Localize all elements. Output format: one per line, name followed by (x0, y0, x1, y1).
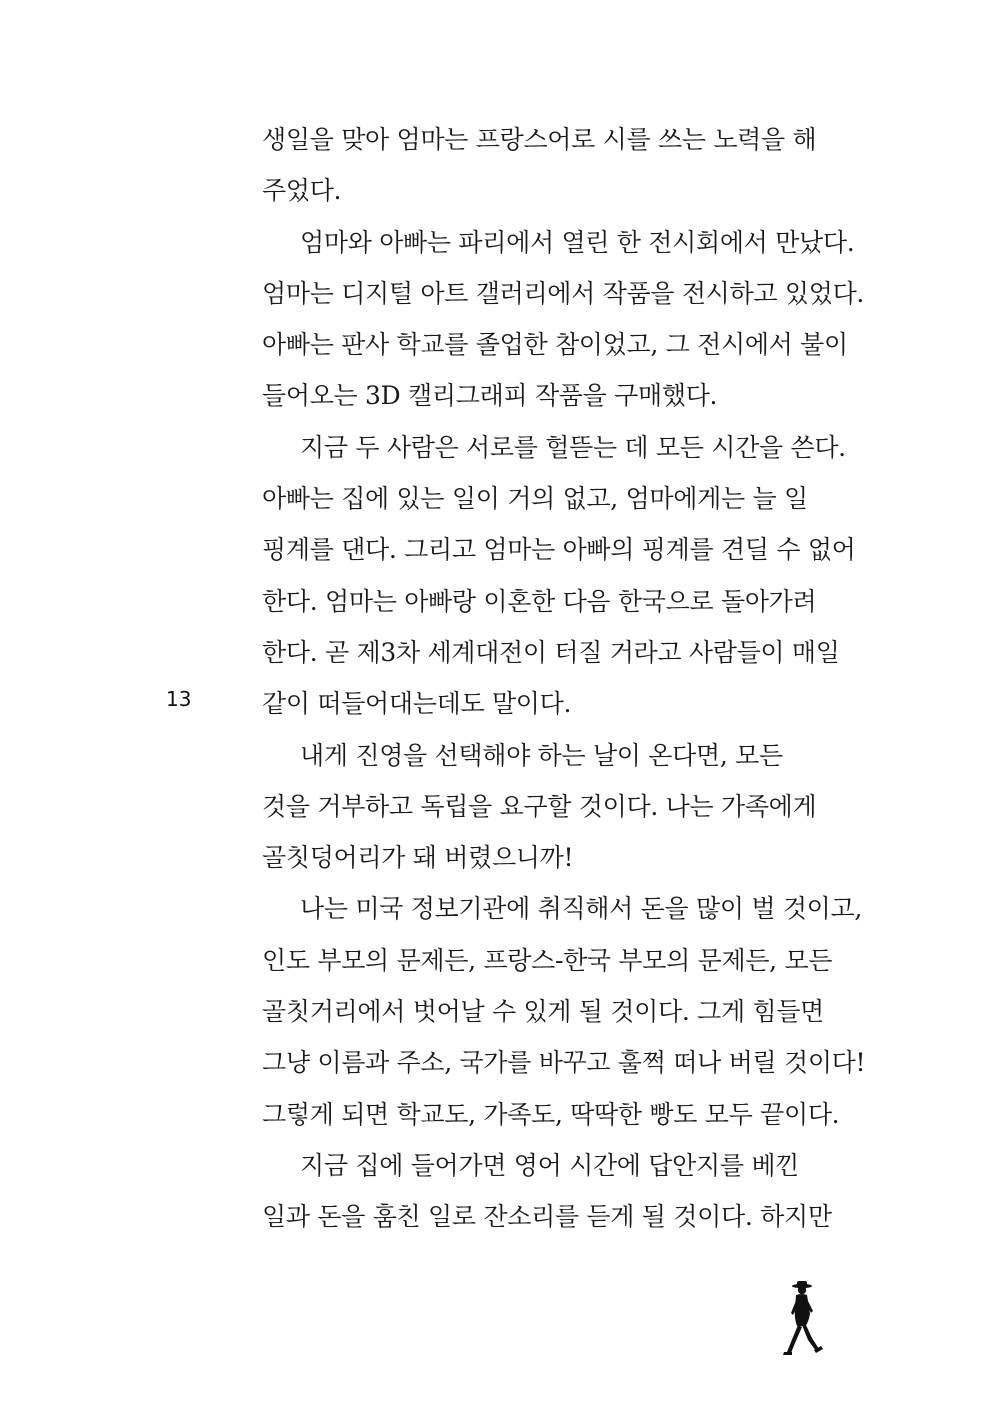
walking-man-silhouette-icon (778, 1280, 824, 1358)
text-line: 지금 두 사람은 서로를 헐뜯는 데 모든 시간을 쓴다. (300, 432, 846, 462)
text-line: 한다. 엄마는 아빠랑 이혼한 다음 한국으로 돌아가려 (262, 586, 817, 616)
text-line: 일과 돈을 훔친 일로 잔소리를 듣게 될 것이다. 하지만 (262, 1202, 832, 1232)
text-line: 생일을 맞아 엄마는 프랑스어로 시를 쓰는 노력을 해 (262, 125, 817, 154)
text-line: 아빠는 판사 학교를 졸업한 참이었고, 그 전시에서 불이 (262, 330, 848, 360)
page-number: 13 (166, 687, 192, 711)
text-line: 그냥 이름과 주소, 국가를 바꾸고 훌쩍 떠나 버릴 것이다! (262, 1048, 866, 1078)
text-line: 지금 집에 들어가면 영어 시간에 답안지를 베낀 (300, 1150, 800, 1180)
text-line: 그렇게 되면 학교도, 가족도, 딱딱한 빵도 모두 끝이다. (262, 1099, 840, 1129)
text-line: 한다. 곧 제3차 세계대전이 터질 거라고 사람들이 매일 (262, 637, 840, 667)
text-line: 같이 떠들어대는데도 말이다. (262, 689, 572, 719)
text-line: 핑계를 댄다. 그리고 엄마는 아빠의 핑계를 견딜 수 없어 (262, 535, 856, 565)
text-line: 골칫거리에서 벗어날 수 있게 될 것이다. 그게 힘들면 (262, 997, 825, 1027)
text-line: 엄마와 아빠는 파리에서 열린 한 전시회에서 만났다. (300, 227, 855, 257)
text-line: 골칫덩어리가 돼 버렸으니까! (262, 843, 574, 873)
body-text (262, 114, 902, 1243)
text-line: 것을 거부하고 독립을 요구할 것이다. 나는 가족에게 (262, 791, 817, 821)
text-line: 아빠는 집에 있는 일이 거의 없고, 엄마에게는 늘 일 (262, 484, 808, 514)
text-line: 인도 부모의 문제든, 프랑스-한국 부모의 문제든, 모든 (262, 945, 833, 975)
text-line: 주었다. (262, 176, 342, 206)
text-line: 들어오는 3D 캘리그래피 작품을 구매했다. (262, 381, 718, 411)
text-line: 엄마는 디지털 아트 갤러리에서 작품을 전시하고 있었다. (262, 278, 865, 308)
text-line: 나는 미국 정보기관에 취직해서 돈을 많이 벌 것이고, (300, 894, 863, 924)
text-line: 내게 진영을 선택해야 하는 날이 온다면, 모든 (300, 740, 783, 770)
